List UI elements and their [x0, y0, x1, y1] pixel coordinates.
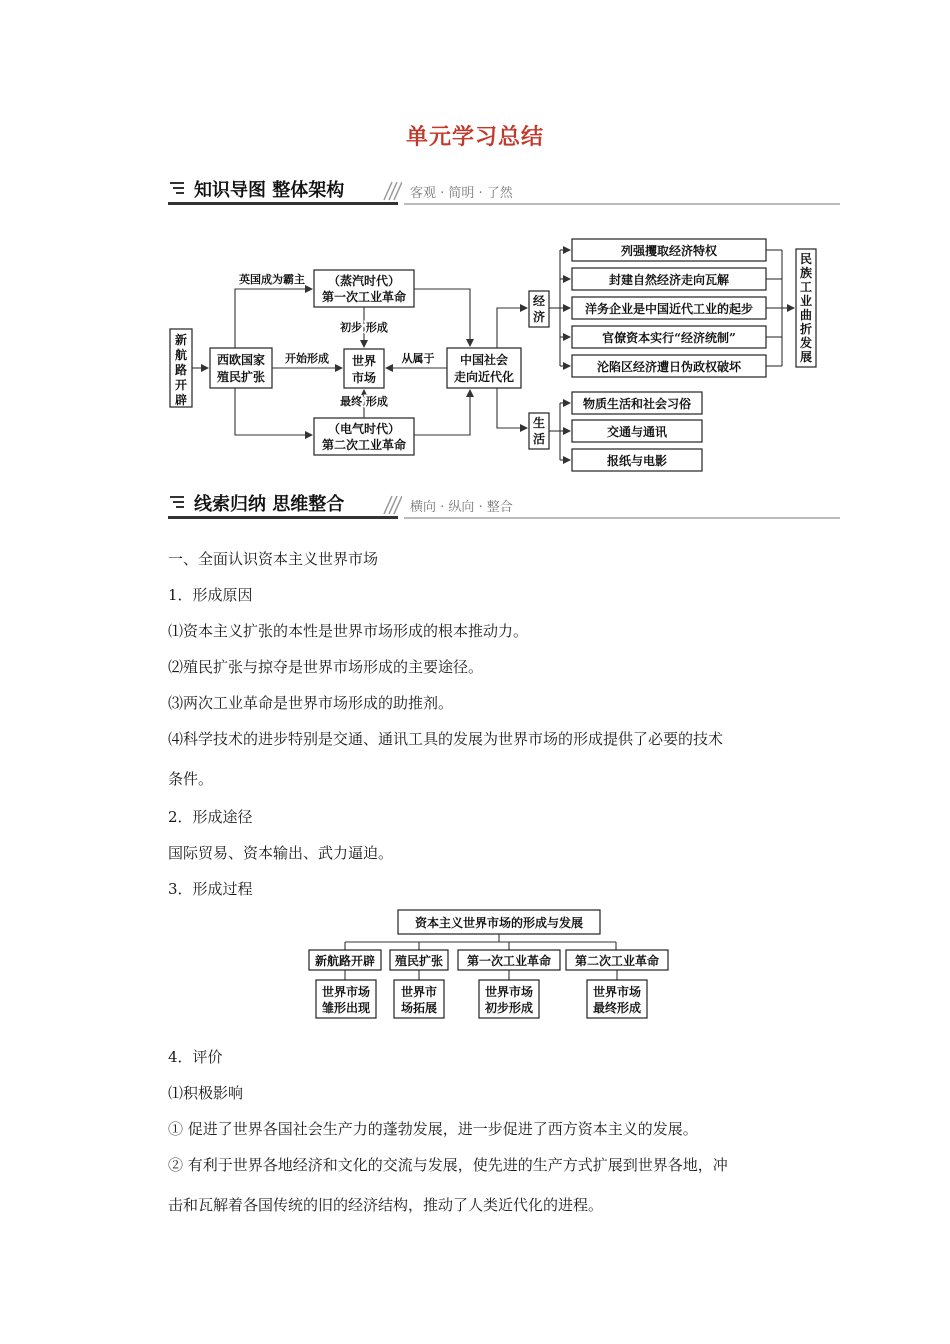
process-result-1-line2: 雏形出现 — [321, 1001, 371, 1015]
process-stage-3-label: 第一次工业革命 — [466, 954, 552, 968]
stripes-icon — [168, 180, 186, 198]
econ-item-4-label: 官僚资本实行“经济统制” — [602, 331, 736, 345]
node-economy-char: 经 — [532, 294, 546, 308]
node-china-line1: 中国社会 — [459, 353, 509, 367]
node-world-market-line1: 世界 — [351, 354, 377, 368]
section-header-mindmap — [168, 176, 840, 204]
paragraph: ⑴资本主义扩张的本性是世界市场形成的根本推动力。 — [168, 622, 529, 640]
paragraph: ① 促进了世界各国社会生产力的蓬勃发展，进一步促进了西方资本主义的发展。 — [168, 1120, 698, 1138]
econ-item-5-label: 沦陷区经济遭日伪政权破坏 — [596, 360, 742, 374]
heading-world-market: 一、全面认识资本主义世界市场 — [168, 550, 379, 568]
life-item-3-label: 报纸与电影 — [606, 454, 668, 468]
node-national-industry-char: 展 — [799, 350, 813, 364]
paragraph: ⑵殖民扩张与掠夺是世界市场形成的主要途径。 — [168, 658, 484, 676]
process-stage-4-label: 第二次工业革命 — [574, 954, 660, 968]
node-national-industry-char: 折 — [799, 322, 813, 336]
process-result-3-line1: 世界市场 — [484, 985, 534, 999]
process-stage-1-label: 新航路开辟 — [314, 954, 376, 968]
life-item-2-label: 交通与通讯 — [606, 425, 668, 439]
node-second-rev-line1: （电气时代） — [327, 422, 401, 436]
paragraph: 国际贸易、资本输出、武力逼迫。 — [168, 844, 394, 862]
section-subtitle: 横向 · 纵向 · 整合 — [410, 500, 513, 515]
node-second-rev-line2: 第二次工业革命 — [321, 438, 407, 452]
subheading-causes: 1．形成原因 — [168, 586, 253, 604]
section-heading: 线索归纳 思维整合 — [194, 494, 345, 515]
stripes-icon — [168, 494, 186, 512]
process-root-label: 资本主义世界市场的形成与发展 — [414, 916, 584, 930]
node-national-industry-char: 工 — [799, 280, 813, 294]
stripes-divider-icon — [380, 494, 402, 516]
node-life-char: 生 — [532, 416, 546, 430]
edge-label-final-formation: 最终 形成 — [340, 395, 388, 408]
process-result-2-line1: 世界市 — [400, 985, 438, 999]
node-china-line2: 走向近代化 — [453, 370, 515, 384]
process-result-2-line2: 场拓展 — [400, 1001, 438, 1015]
node-new-sea-route-char: 路 — [174, 363, 188, 377]
section-heading: 知识导图 整体架构 — [194, 180, 345, 201]
node-national-industry-char: 族 — [799, 266, 813, 280]
econ-item-2-label: 封建自然经济走向瓦解 — [608, 273, 730, 287]
node-national-industry-char: 曲 — [799, 308, 813, 322]
node-western-europe-line2: 殖民扩张 — [216, 370, 266, 384]
knowledge-map — [160, 228, 850, 478]
paragraph: 条件。 — [168, 770, 214, 788]
edge-label-britain-hegemon: 英国成为霸主 — [239, 273, 305, 286]
paragraph: ⑴积极影响 — [168, 1084, 244, 1102]
section-header-clues — [168, 490, 840, 518]
paragraph: 击和瓦解着各国传统的旧的经济结构，推动了人类近代化的进程。 — [168, 1196, 604, 1214]
page-title: 单元学习总结 — [405, 124, 544, 150]
paragraph: ⑷科学技术的进步特别是交通、通讯工具的发展为世界市场的形成提供了必要的技术 — [168, 730, 724, 748]
process-result-4-line2: 最终形成 — [592, 1001, 642, 1015]
paragraph: ⑶两次工业革命是世界市场形成的助推剂。 — [168, 694, 454, 712]
process-diagram — [300, 905, 680, 1025]
process-result-3-line2: 初步形成 — [484, 1001, 534, 1015]
node-life-char: 活 — [532, 432, 546, 446]
section-subtitle: 客观 · 简明 · 了然 — [410, 186, 513, 201]
node-new-sea-route-char: 新 — [174, 333, 188, 347]
paragraph: ② 有利于世界各地经济和文化的交流与发展，使先进的生产方式扩展到世界各地，冲 — [168, 1156, 728, 1174]
node-new-sea-route-char: 航 — [174, 348, 188, 362]
subheading-evaluation: 4．评价 — [168, 1048, 223, 1066]
node-new-sea-route-char: 开 — [174, 378, 188, 392]
node-first-rev-line1: （蒸汽时代） — [327, 274, 401, 288]
process-result-4-line1: 世界市场 — [592, 985, 642, 999]
node-first-rev-line2: 第一次工业革命 — [321, 290, 407, 304]
econ-item-3-label: 洋务企业是中国近代工业的起步 — [584, 302, 754, 316]
subheading-process: 3．形成过程 — [168, 880, 253, 898]
process-stage-2-label: 殖民扩张 — [394, 954, 444, 968]
node-national-industry-char: 业 — [799, 294, 813, 308]
node-western-europe-line1: 西欧国家 — [216, 353, 266, 367]
edge-label-began-formation: 开始形成 — [285, 352, 329, 365]
process-result-1-line1: 世界市场 — [321, 985, 371, 999]
life-item-1-label: 物质生活和社会习俗 — [582, 397, 692, 411]
node-economy-char: 济 — [532, 310, 546, 324]
node-national-industry-char: 民 — [799, 252, 813, 266]
node-new-sea-route-char: 辟 — [174, 393, 188, 407]
stripes-divider-icon — [380, 180, 402, 202]
node-national-industry-char: 发 — [799, 336, 813, 350]
edge-label-subordinate-to: 从属于 — [401, 352, 435, 365]
node-world-market-line2: 市场 — [351, 371, 377, 385]
edge-label-initial-formation: 初步 形成 — [340, 321, 388, 334]
subheading-paths: 2．形成途径 — [168, 808, 253, 826]
econ-item-1-label: 列强攫取经济特权 — [620, 244, 718, 258]
